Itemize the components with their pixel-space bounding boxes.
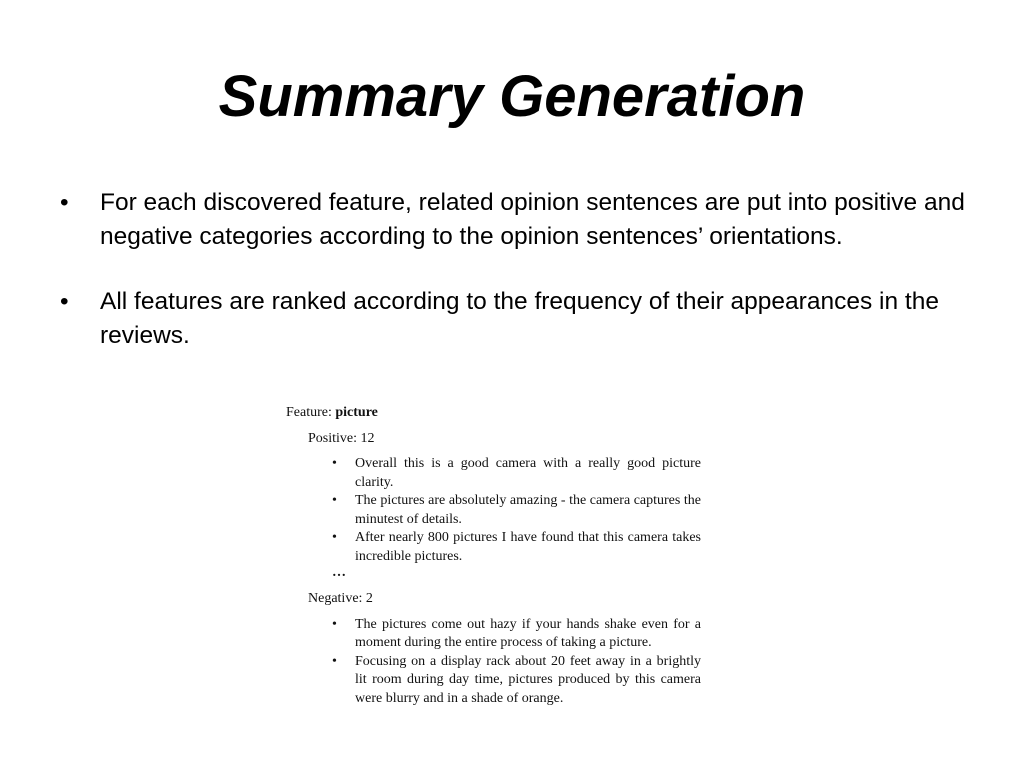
ellipsis: … (332, 565, 347, 580)
negative-sentence (330, 616, 701, 653)
sentence-text: The pictures come out hazy if your hands shake even for a moment during the entire process of taking a picture. (355, 616, 701, 650)
positive-sentence (330, 492, 701, 529)
negative-sentence-list (330, 616, 701, 709)
bullet-text: For each discovered feature, related opinion sentences are put into positive and negative categories according to the opinion sentences’ orientations. (100, 189, 965, 250)
bullet-marker: • (60, 189, 69, 216)
positive-sentence (330, 455, 701, 492)
sentence-text: Focusing on a display rack about 20 feet away in a brightly lit room during day time, pictures produced by this camera were blurry and in a shade of orange. (355, 653, 701, 706)
negative-count-label: Negative: 2 (308, 591, 373, 606)
positive-sentence (330, 529, 701, 566)
feature-heading (286, 404, 706, 423)
sentence-text: Overall this is a good camera with a really good picture clarity. (355, 456, 701, 490)
positive-sentence-list (330, 455, 701, 566)
review-summary-excerpt (286, 404, 706, 708)
sentence-bullet: • (332, 616, 337, 632)
feature-name: picture (335, 405, 378, 420)
bullet-marker: • (60, 288, 69, 315)
positive-count-label: Positive: 12 (308, 430, 375, 446)
sentence-text: The pictures are absolutely amazing - the camera captures the minutest of details. (355, 493, 701, 527)
slide-title: Summary Generation (218, 64, 806, 129)
feature-label: Feature: (286, 405, 332, 420)
sentence-text: After nearly 800 pictures I have found that this camera takes incredible pictures. (355, 530, 701, 564)
sentence-bullet: • (332, 493, 337, 508)
bullet-list (56, 186, 986, 352)
bullet-item (56, 186, 986, 253)
negative-sentence (330, 653, 701, 709)
sentence-bullet: • (332, 653, 337, 669)
bullet-item (56, 285, 986, 352)
bullet-text: All features are ranked according to the frequency of their appearances in the reviews. (100, 288, 939, 349)
sentence-bullet: • (332, 456, 337, 471)
sentence-bullet: • (332, 530, 337, 545)
